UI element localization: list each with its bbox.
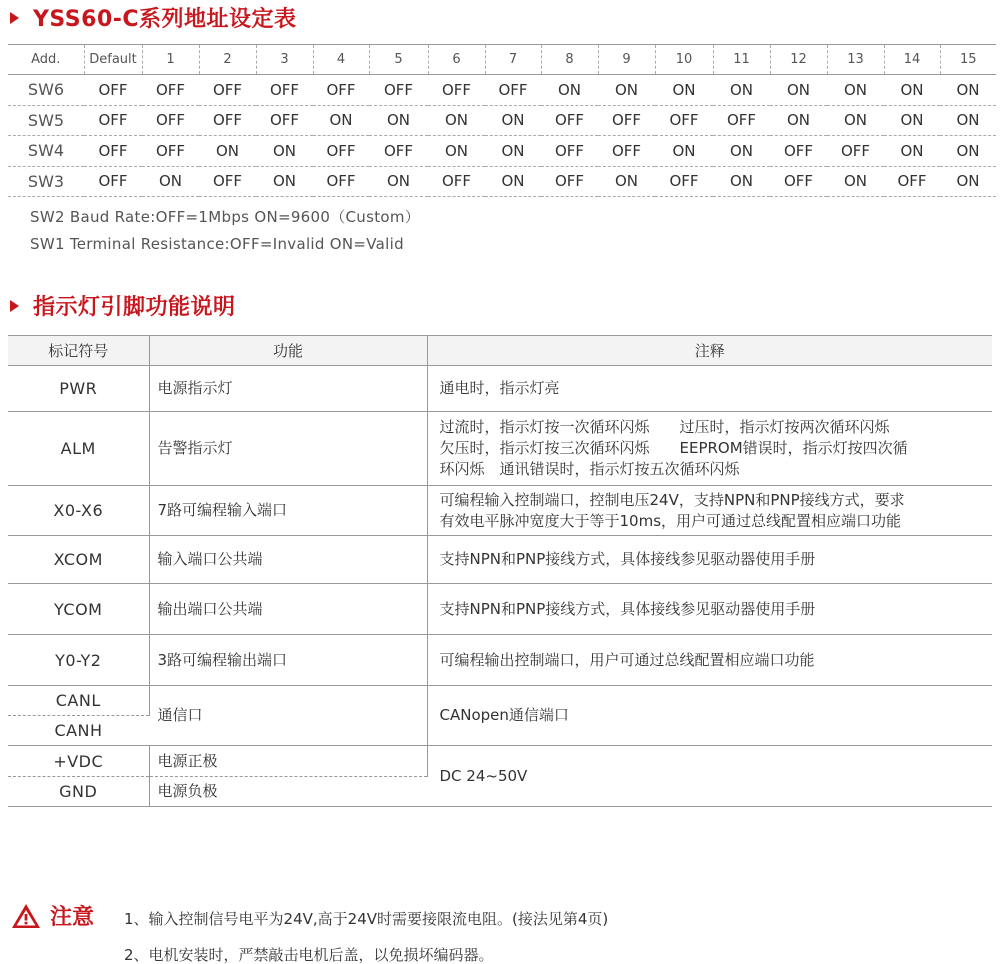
pin-table-header: [8, 336, 992, 366]
switch-state-cell: OFF: [485, 75, 541, 106]
terminal-resistance-note: SW1 Terminal Resistance:OFF=Invalid ON=Valid: [30, 235, 404, 253]
switch-state-cell: OFF: [713, 105, 770, 136]
header-cell: 3: [256, 45, 313, 75]
table-row: [8, 412, 992, 486]
header-cell: 注释: [427, 336, 992, 366]
switch-label: SW4: [8, 136, 84, 167]
address-table: [8, 44, 996, 197]
switch-state-cell: ON: [199, 136, 256, 167]
switch-state-cell: ON: [428, 105, 485, 136]
switch-state-cell: OFF: [199, 105, 256, 136]
switch-state-cell: OFF: [369, 136, 428, 167]
switch-state-cell: ON: [655, 136, 713, 167]
header-cell: 7: [485, 45, 541, 75]
pin-function: 输入端口公共端: [149, 536, 427, 584]
table-row: [8, 686, 992, 716]
table-row: [8, 136, 996, 167]
note-line: 欠压时，指示灯按三次循环闪烁 EEPROM错误时，指示灯按四次循: [439, 439, 908, 457]
switch-state-cell: OFF: [313, 75, 369, 106]
switch-state-cell: ON: [313, 105, 369, 136]
switch-state-cell: OFF: [655, 166, 713, 197]
switch-state-cell: OFF: [313, 166, 369, 197]
pin-symbol: GND: [8, 777, 149, 807]
switch-state-cell: ON: [541, 75, 598, 106]
section-title: YSS60-C系列地址设定表: [33, 7, 297, 32]
switch-state-cell: ON: [598, 166, 655, 197]
switch-state-cell: ON: [884, 105, 940, 136]
switch-state-cell: ON: [770, 75, 827, 106]
note-line: 可编程输入控制端口，控制电压24V，支持NPN和PNP接线方式，要求: [439, 490, 905, 509]
section-heading-pins: [10, 290, 236, 321]
note-line: 环闪烁 通讯错误时，指示灯按五次循环闪烁: [439, 460, 740, 478]
switch-state-cell: ON: [369, 166, 428, 197]
triangle-bullet-icon: [10, 12, 19, 24]
switch-state-cell: ON: [770, 105, 827, 136]
switch-state-cell: ON: [713, 166, 770, 197]
switch-state-cell: OFF: [369, 75, 428, 106]
switch-state-cell: ON: [485, 136, 541, 167]
switch-state-cell: ON: [884, 136, 940, 167]
header-cell: 10: [655, 45, 713, 75]
switch-state-cell: ON: [884, 75, 940, 106]
switch-state-cell: OFF: [84, 75, 142, 106]
switch-state-cell: OFF: [256, 75, 313, 106]
pin-function: 3路可编程输出端口: [149, 635, 427, 686]
warning-title: 注意: [50, 905, 95, 930]
pin-symbol: X0-X6: [8, 486, 149, 536]
pin-function: 电源正极: [149, 746, 427, 777]
switch-state-cell: ON: [827, 105, 884, 136]
header-cell: 9: [598, 45, 655, 75]
switch-state-cell: ON: [485, 105, 541, 136]
section-title: 指示灯引脚功能说明: [33, 295, 236, 320]
switch-state-cell: ON: [713, 136, 770, 167]
header-cell: 12: [770, 45, 827, 75]
header-cell: 1: [142, 45, 199, 75]
switch-state-cell: ON: [713, 75, 770, 106]
table-row: [8, 635, 992, 686]
pin-function: 电源负极: [149, 777, 427, 807]
table-row: [8, 366, 992, 412]
switch-state-cell: ON: [940, 166, 996, 197]
pin-symbol: ALM: [8, 412, 149, 486]
address-table-header: [8, 45, 996, 75]
switch-state-cell: OFF: [313, 136, 369, 167]
table-row: [8, 75, 996, 106]
switch-state-cell: ON: [256, 136, 313, 167]
table-row: [8, 584, 992, 635]
warning-heading: [10, 900, 94, 931]
pin-function: 电源指示灯: [149, 366, 427, 412]
pin-function: 通信口: [149, 686, 427, 746]
table-row: [8, 166, 996, 197]
pin-symbol: XCOM: [8, 536, 149, 584]
switch-state-cell: OFF: [199, 75, 256, 106]
pin-note: [427, 412, 992, 486]
pin-note: [427, 584, 992, 635]
pin-symbol: Y0-Y2: [8, 635, 149, 686]
switch-label: SW6: [8, 75, 84, 106]
switch-state-cell: OFF: [598, 105, 655, 136]
header-cell: 8: [541, 45, 598, 75]
switch-state-cell: ON: [940, 105, 996, 136]
pin-function: 告警指示灯: [149, 412, 427, 486]
header-cell: 功能: [149, 336, 427, 366]
switch-state-cell: OFF: [770, 136, 827, 167]
warning-line-1: 1、输入控制信号电平为24V,高于24V时需要接限流电阻。(接法见第4页): [124, 910, 609, 928]
switch-state-cell: ON: [940, 75, 996, 106]
switch-state-cell: OFF: [770, 166, 827, 197]
pin-function: 输出端口公共端: [149, 584, 427, 635]
pin-note: [427, 635, 992, 686]
switch-state-cell: OFF: [884, 166, 940, 197]
pin-symbol: CANL: [8, 686, 149, 716]
pin-symbol: PWR: [8, 366, 149, 412]
table-row: [8, 105, 996, 136]
switch-state-cell: OFF: [84, 105, 142, 136]
header-cell: 15: [940, 45, 996, 75]
header-cell: 13: [827, 45, 884, 75]
switch-state-cell: OFF: [655, 105, 713, 136]
header-cell: 11: [713, 45, 770, 75]
switch-state-cell: OFF: [84, 166, 142, 197]
switch-state-cell: OFF: [142, 75, 199, 106]
switch-state-cell: ON: [827, 166, 884, 197]
switch-state-cell: OFF: [142, 105, 199, 136]
note-line: 支持NPN和PNP接线方式，具体接线参见驱动器使用手册: [439, 550, 816, 568]
switch-state-cell: OFF: [428, 166, 485, 197]
note-line: 通电时，指示灯亮: [439, 379, 560, 397]
switch-state-cell: OFF: [84, 136, 142, 167]
header-cell: 5: [369, 45, 428, 75]
switch-state-cell: OFF: [827, 136, 884, 167]
pin-note: [427, 536, 992, 584]
header-cell: Add.: [8, 45, 84, 75]
switch-state-cell: OFF: [541, 136, 598, 167]
section-heading-address: [10, 2, 297, 33]
switch-label: SW3: [8, 166, 84, 197]
switch-state-cell: ON: [256, 166, 313, 197]
switch-state-cell: ON: [485, 166, 541, 197]
switch-state-cell: OFF: [541, 166, 598, 197]
switch-state-cell: ON: [655, 75, 713, 106]
switch-state-cell: ON: [940, 136, 996, 167]
pin-function-table: [8, 335, 992, 807]
note-line: 有效电平脉冲宽度大于等于10ms，用户可通过总线配置相应端口功能: [439, 511, 902, 530]
note-line: 过流时，指示灯按一次循环闪烁 过压时，指示灯按两次循环闪烁: [439, 418, 890, 436]
switch-state-cell: ON: [598, 75, 655, 106]
pin-function: 7路可编程输入端口: [149, 486, 427, 536]
warning-line-2: 2、电机安装时，严禁敲击电机后盖，以免损坏编码器。: [124, 946, 494, 964]
note-line: 支持NPN和PNP接线方式，具体接线参见驱动器使用手册: [439, 599, 816, 618]
switch-state-cell: ON: [142, 166, 199, 197]
switch-label: SW5: [8, 105, 84, 136]
header-cell: Default: [84, 45, 142, 75]
table-row: [8, 486, 992, 536]
table-row: [8, 746, 992, 777]
pin-symbol: CANH: [8, 716, 149, 746]
header-cell: 2: [199, 45, 256, 75]
header-cell: 标记符号: [8, 336, 149, 366]
header-cell: 14: [884, 45, 940, 75]
switch-state-cell: ON: [428, 136, 485, 167]
warning-icon: [10, 902, 42, 930]
pin-symbol: YCOM: [8, 584, 149, 635]
switch-state-cell: ON: [369, 105, 428, 136]
pin-note: [427, 486, 992, 536]
triangle-bullet-icon: [10, 300, 19, 312]
switch-state-cell: OFF: [541, 105, 598, 136]
switch-state-cell: OFF: [256, 105, 313, 136]
header-cell: 4: [313, 45, 369, 75]
switch-state-cell: ON: [827, 75, 884, 106]
pin-symbol: +VDC: [8, 746, 149, 777]
header-cell: 6: [428, 45, 485, 75]
note-line: 可编程输出控制端口，用户可通过总线配置相应端口功能: [439, 650, 815, 669]
switch-state-cell: OFF: [428, 75, 485, 106]
pin-note: CANopen通信端口: [427, 686, 992, 746]
table-row: [8, 536, 992, 584]
pin-note: DC 24~50V: [427, 746, 992, 807]
baud-rate-note: SW2 Baud Rate:OFF=1Mbps ON=9600（Custom）: [30, 208, 421, 226]
switch-state-cell: OFF: [142, 136, 199, 167]
switch-state-cell: OFF: [199, 166, 256, 197]
pin-note: [427, 366, 992, 412]
switch-state-cell: OFF: [598, 136, 655, 167]
